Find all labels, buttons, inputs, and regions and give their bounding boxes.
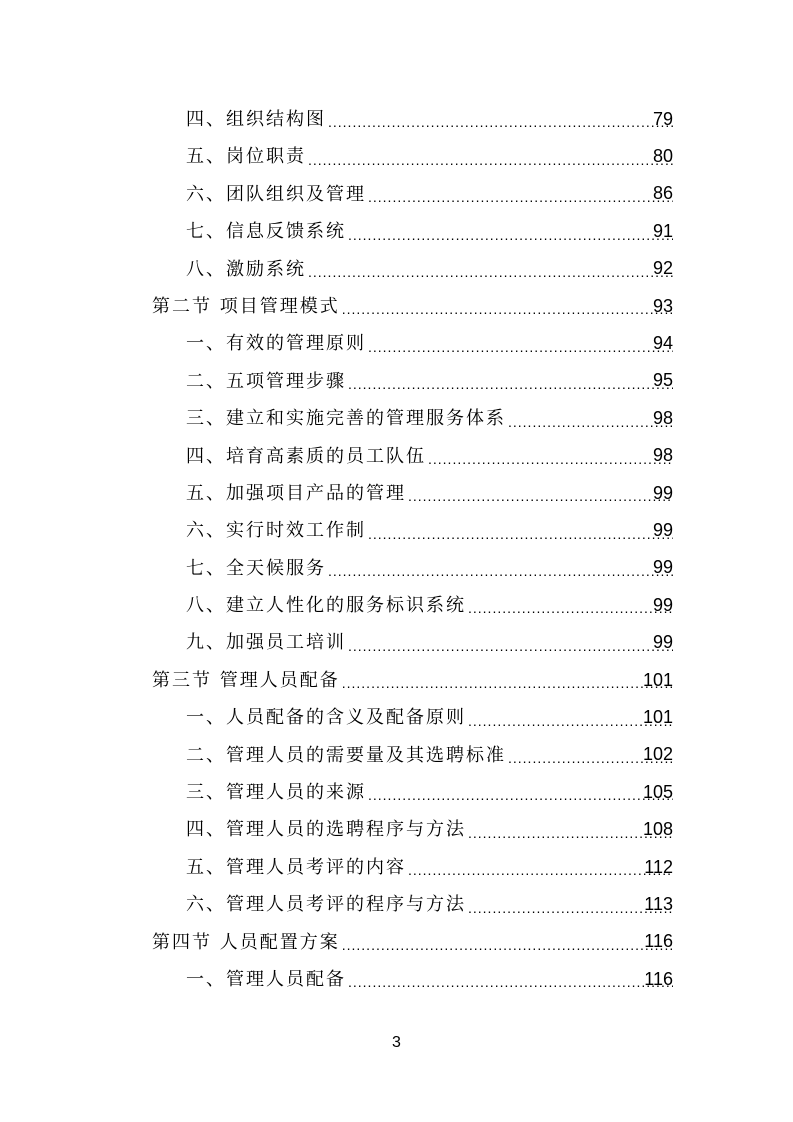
page-number: 3: [392, 1034, 401, 1051]
toc-dot-leader: [468, 587, 673, 624]
toc-entry-page: 86: [652, 183, 673, 204]
toc-dot-leader: [368, 176, 673, 213]
toc-entry[interactable]: [0, 587, 793, 624]
toc-entry[interactable]: [0, 213, 793, 250]
toc-entry-page: 105: [642, 781, 673, 802]
toc-entry[interactable]: [0, 512, 793, 549]
toc-entry-title: 三、建立和实施完善的管理服务体系: [186, 408, 506, 430]
toc-entry[interactable]: [0, 886, 793, 923]
toc-entry-page: 98: [652, 445, 673, 466]
toc-entry-title: 五、加强项目产品的管理: [186, 482, 406, 504]
toc-entry[interactable]: [0, 961, 793, 998]
toc-entry[interactable]: [0, 475, 793, 512]
toc-entry[interactable]: [0, 176, 793, 213]
toc-dot-leader: [348, 363, 673, 400]
toc-dot-leader: [328, 550, 673, 587]
toc-entry-page: 98: [652, 407, 673, 428]
toc-entry[interactable]: [0, 101, 793, 138]
toc-dot-leader: [342, 662, 673, 699]
toc-entry[interactable]: [0, 737, 793, 774]
toc-entry-title: 四、组织结构图: [186, 109, 326, 130]
toc-entry-page: 112: [644, 856, 673, 877]
toc-entry-page: 101: [642, 669, 673, 690]
toc-entry-page: 102: [642, 744, 673, 765]
toc-entry-title: 一、有效的管理原则: [186, 333, 366, 355]
toc-entry-title: 二、五项管理步骤: [186, 370, 346, 392]
toc-entry[interactable]: [0, 550, 793, 587]
toc-dot-leader: [308, 251, 673, 288]
toc-entry-title: 六、管理人员考评的程序与方法: [186, 894, 466, 916]
toc-entry-title: 三、管理人员的来源: [186, 782, 366, 804]
toc-entry-page: 113: [644, 893, 673, 914]
toc-section-entry[interactable]: [0, 924, 793, 961]
toc-dot-leader: [328, 101, 673, 138]
toc-entry-title: 四、培育高素质的员工队伍: [186, 445, 426, 467]
toc-entry-title: 第三节 管理人员配备: [152, 669, 340, 691]
toc-entry-page: 116: [644, 968, 673, 989]
toc-entry-page: 95: [652, 370, 673, 391]
toc-dot-leader: [348, 213, 673, 250]
toc-entry-page: 93: [652, 295, 673, 316]
toc-entry[interactable]: [0, 438, 793, 475]
toc-entry-title: 一、管理人员配备: [186, 968, 346, 990]
toc-entry-page: 80: [652, 146, 673, 167]
toc-entry-title: 五、管理人员考评的内容: [186, 856, 406, 878]
toc-entry-title: 七、全天候服务: [186, 557, 326, 579]
toc-entry-title: 第四节 人员配置方案: [152, 931, 340, 953]
toc-entry-title: 七、信息反馈系统: [186, 221, 346, 243]
table-of-contents: [0, 101, 793, 998]
toc-section-entry[interactable]: [0, 288, 793, 325]
toc-entry-title: 六、团队组织及管理: [186, 183, 366, 205]
toc-entry[interactable]: [0, 363, 793, 400]
toc-entry[interactable]: [0, 400, 793, 437]
toc-entry-page: 99: [652, 632, 673, 653]
toc-entry-title: 八、建立人性化的服务标识系统: [186, 595, 466, 617]
toc-entry-page: 99: [652, 557, 673, 578]
toc-dot-leader: [408, 849, 673, 886]
toc-entry[interactable]: [0, 624, 793, 661]
toc-dot-leader: [308, 138, 673, 175]
toc-entry-page: 99: [652, 519, 673, 540]
toc-dot-leader: [508, 400, 673, 437]
toc-dot-leader: [342, 924, 673, 961]
toc-entry[interactable]: [0, 251, 793, 288]
toc-entry-page: 94: [652, 333, 673, 354]
toc-entry-page: 101: [642, 706, 673, 727]
toc-dot-leader: [368, 774, 673, 811]
toc-dot-leader: [428, 438, 673, 475]
toc-entry-title: 五、岗位职责: [186, 146, 306, 168]
toc-entry[interactable]: [0, 699, 793, 736]
toc-entry-page: 116: [644, 931, 673, 952]
toc-entry[interactable]: [0, 325, 793, 362]
toc-entry[interactable]: [0, 138, 793, 175]
toc-dot-leader: [348, 961, 673, 998]
toc-dot-leader: [368, 512, 673, 549]
toc-entry[interactable]: [0, 811, 793, 848]
toc-section-entry[interactable]: [0, 662, 793, 699]
toc-entry-title: 九、加强员工培训: [186, 632, 346, 654]
toc-entry-title: 二、管理人员的需要量及其选聘标准: [186, 744, 506, 766]
toc-entry-page: 91: [652, 220, 673, 241]
toc-entry[interactable]: [0, 849, 793, 886]
toc-dot-leader: [342, 288, 673, 325]
toc-entry-title: 第二节 项目管理模式: [152, 295, 340, 317]
toc-entry-page: 92: [652, 258, 673, 279]
toc-entry[interactable]: [0, 774, 793, 811]
toc-entry-page: 99: [652, 594, 673, 615]
toc-entry-page: 79: [652, 108, 673, 129]
toc-dot-leader: [368, 325, 673, 362]
toc-entry-title: 四、管理人员的选聘程序与方法: [186, 819, 466, 841]
toc-entry-title: 八、激励系统: [186, 258, 306, 280]
toc-entry-page: 108: [642, 819, 673, 840]
toc-dot-leader: [408, 475, 673, 512]
toc-entry-title: 一、人员配备的含义及配备原则: [186, 707, 466, 729]
toc-dot-leader: [468, 886, 673, 923]
toc-entry-page: 99: [652, 482, 673, 503]
toc-entry-title: 六、实行时效工作制: [186, 520, 366, 542]
toc-dot-leader: [348, 624, 673, 661]
